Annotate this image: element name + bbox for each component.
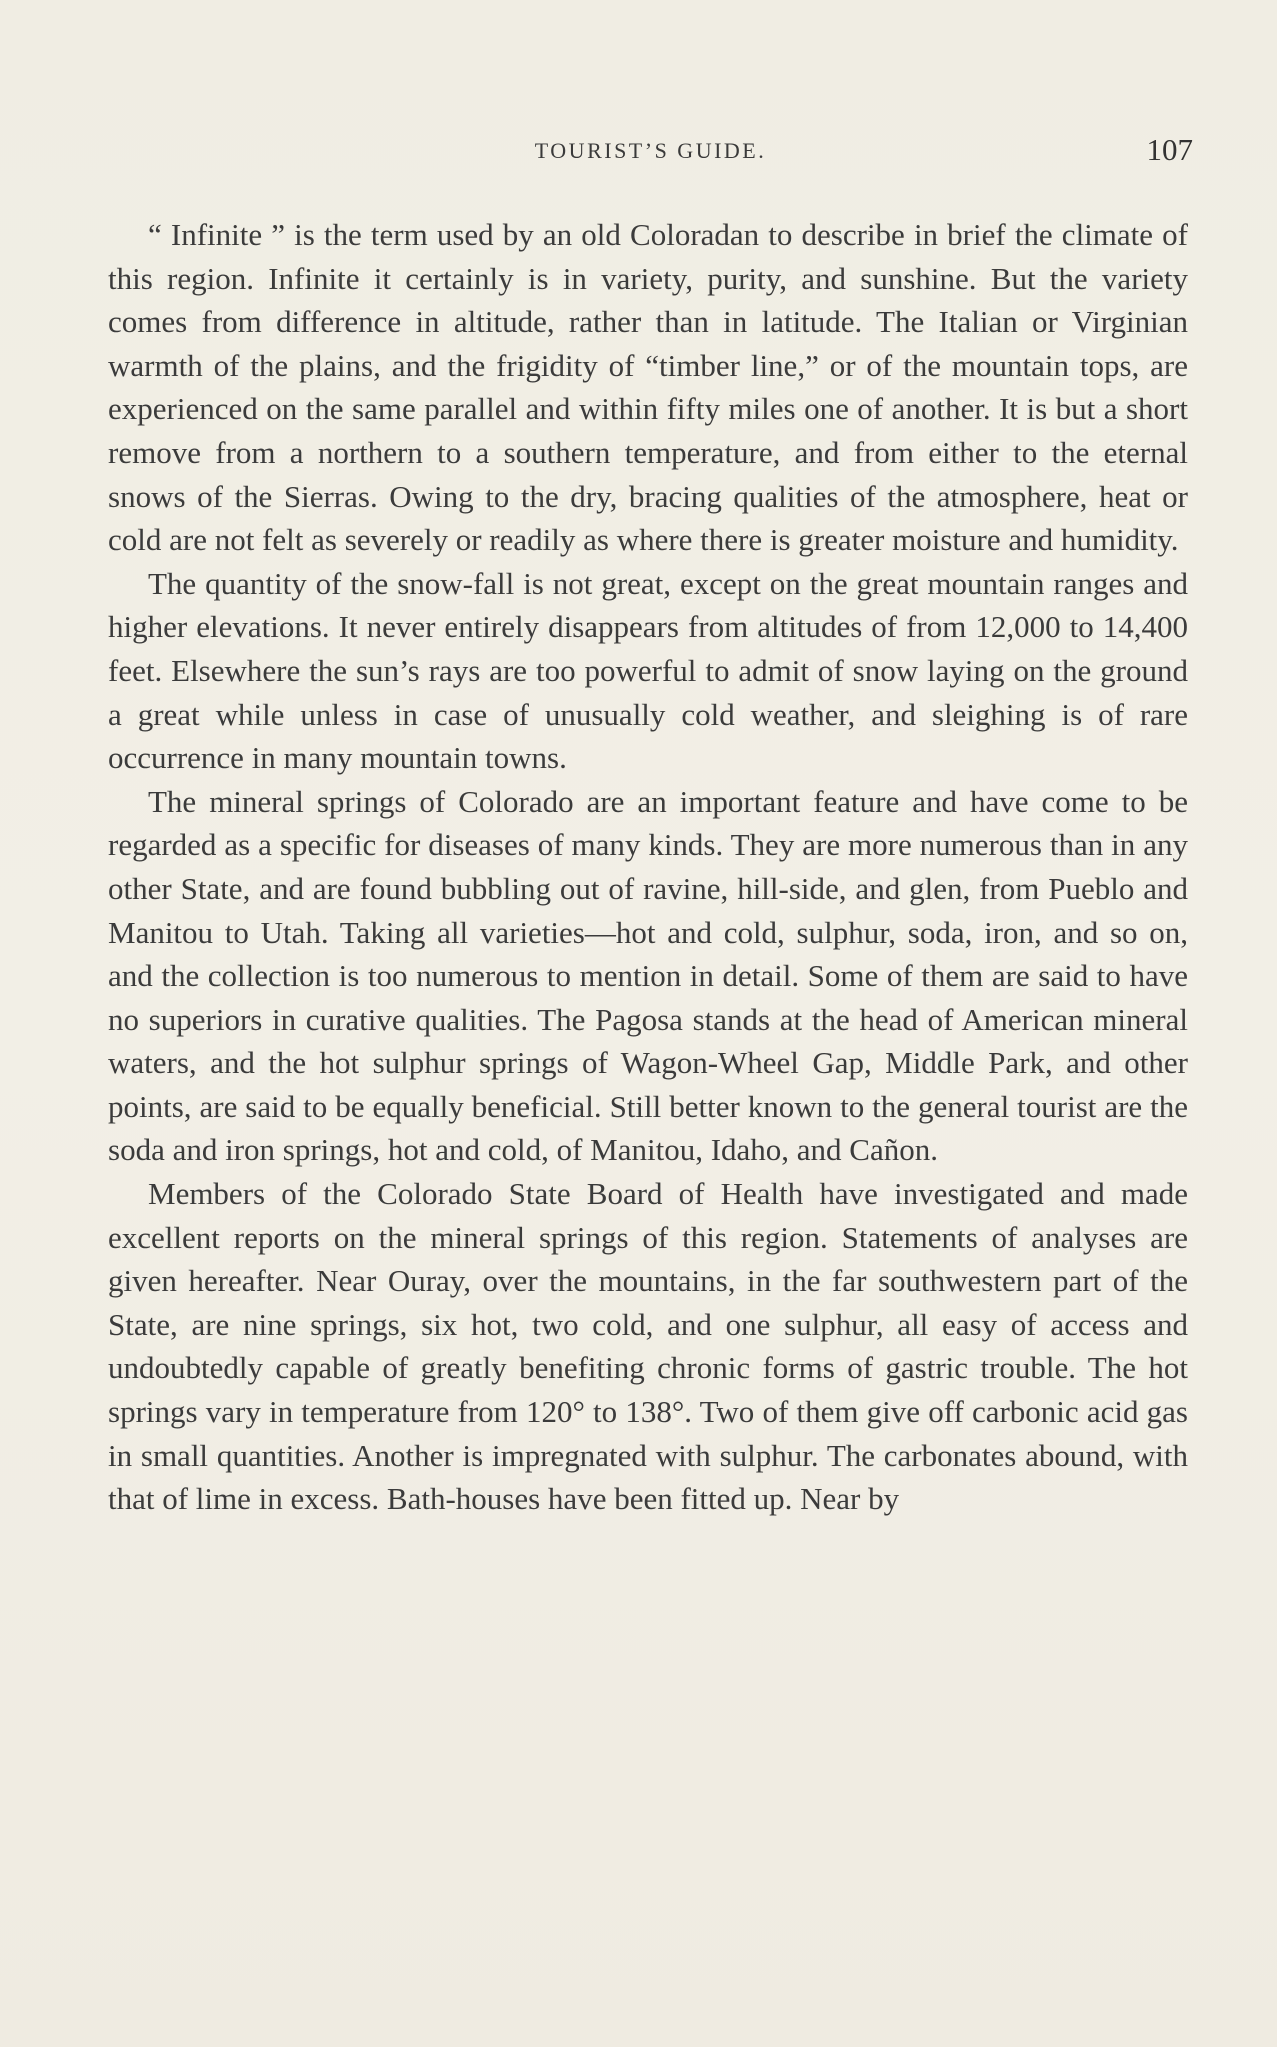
paragraph-snowfall: The quantity of the snow-fall is not great, except on the great mountain ranges and higher elevations. It never entirely disappears from altitudes of from 12,000 to 14,400 feet. Elsewhere the sun’s rays are too powerful to admit of snow laying on the ground a great while unless in case of unusually cold weather, and sleighing is of rare occurrence in many mountain towns. [108,565,1188,776]
running-header [108,132,1193,172]
paragraph-board-of-health: Members of the Colorado State Board of Health have investigated and made excellent reports on the mineral springs of this region. Statements of analyses are given hereafter. Near Ouray, over the mountains, in the far southwestern part of the State, are nine springs, six hot, two cold, and one sulphur, all easy of access and undoubtedly capable of greatly benefiting chronic forms of gastric trouble. The hot springs vary in temperature from 120° to 138°. Two of them give off carbonic acid gas in small quantities. Another is impregnated with sulphur. The carbonates abound, with that of lime in excess. Bath-houses have been fitted up. Near by [108,1176,1188,1517]
running-title: TOURIST’S GUIDE. [534,138,767,163]
paragraph-mineral-springs: The mineral springs of Colorado are an important feature and have come to be regarded as a specific for diseases of many kinds. They are more numerous than in any other State, and are found bubbling out of ravine, hill-side, and glen, from Pueblo and Manitou to Utah. Taking all varieties—hot and cold, sulphur, soda, iron, and so on, and the collection is too numerous to mention in detail. Some of them are said to have no superiors in curative qualities. The Pagosa stands at the head of American mineral waters, and the hot sulphur springs of Wagon-Wheel Gap, Middle Park, and other points, are said to be equally beneficial. Still better known to the general tourist are the soda and iron springs, hot and cold, of Manitou, Idaho, and Cañon. [108,783,1188,1168]
paragraph-climate: “ Infinite ” is the term used by an old Coloradan to describe in brief the climate of this region. Infinite it certainly is in variety, purity, and sunshine. But the variety comes from difference in altitude, rather than in latitude. The Italian or Virginian warmth of the plains, and the frigidity of “timber line,” or of the mountain tops, are experienced on the same parallel and within fifty miles one of another. It is but a short remove from a northern to a southern temperature, and from either to the eternal snows of the Sierras. Owing to the dry, bracing qualities of the atmosphere, heat or cold are not felt as severely or readily as where there is greater moisture and humidity. [108,217,1188,558]
page-number: 107 [1146,132,1193,167]
body-text [108,213,1188,1521]
